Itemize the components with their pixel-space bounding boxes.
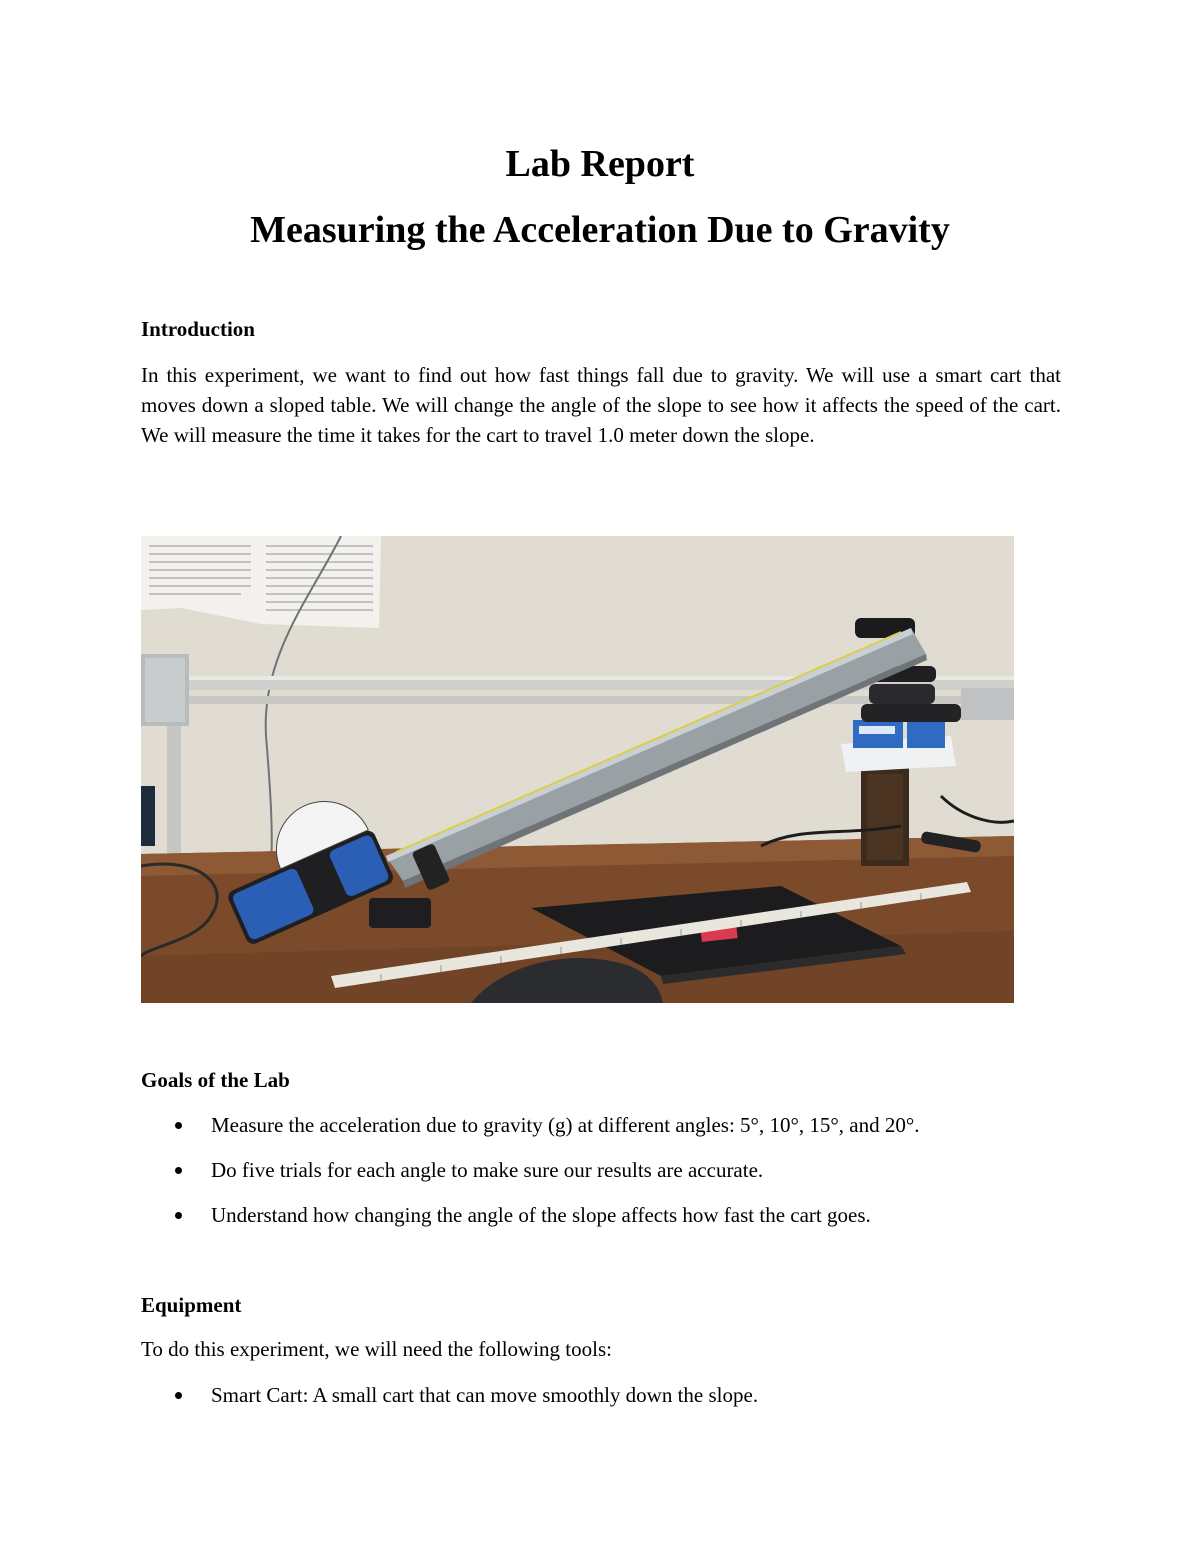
list-item [141,1382,1061,1427]
introduction-paragraph: In this experiment, we want to find out how fast things fall due to gravity. We will use a smart cart that moves down a sloped table. We will change the angle of the slope to see how it affects the speed of the cart. We will measure the time it takes for the cart to travel 1.0 meter down the slope. [141,363,1061,447]
goal-text: Do five trials for each angle to make sure our results are accurate. [211,1158,764,1182]
lab-setup-photo [141,536,1014,1003]
goals-heading: Goals of the Lab [141,1068,290,1092]
goal-text: Measure the acceleration due to gravity (g) at different angles: 5°, 10°, 15°, and 20°. [211,1113,920,1137]
equipment-text: Smart Cart: A small cart that can move smoothly down the slope. [211,1383,759,1407]
bullet-icon [175,1392,182,1399]
equipment-list [141,1382,1061,1427]
equipment-heading: Equipment [141,1293,242,1317]
introduction-heading: Introduction [141,317,255,341]
bullet-icon [175,1212,182,1219]
list-item [141,1202,1061,1247]
bullet-icon [175,1167,182,1174]
bullet-icon [175,1122,182,1129]
list-item [141,1157,1061,1202]
list-item [141,1112,1061,1157]
document-title: Lab Report [505,143,695,185]
equipment-intro: To do this experiment, we will need the following tools: [141,1337,612,1361]
goals-list [141,1112,1061,1247]
document-subtitle: Measuring the Acceleration Due to Gravity [250,209,950,251]
goal-text: Understand how changing the angle of the slope affects how fast the cart goes. [211,1203,871,1227]
